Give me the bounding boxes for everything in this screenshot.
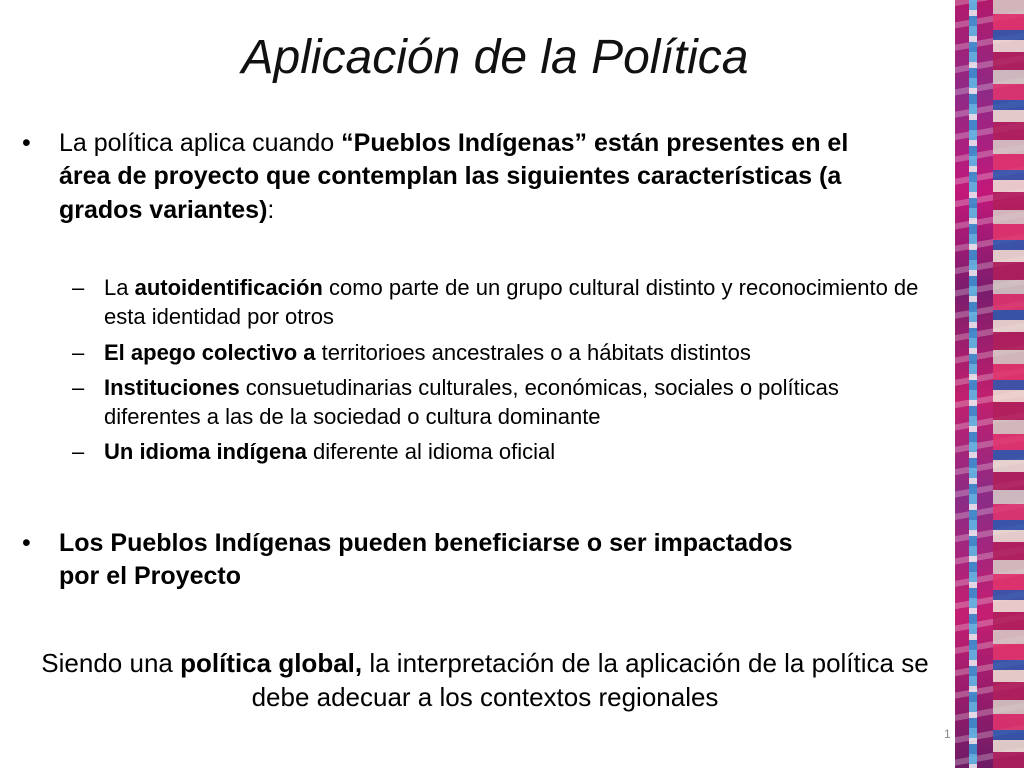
sub-bullet-plain: territorioes ancestrales o a hábitats distintos bbox=[315, 339, 751, 365]
sub-bullet-text bbox=[72, 437, 934, 466]
sub-bullet-marker: – bbox=[72, 275, 85, 300]
closing-plain: la interpretación de la aplicación de la política se debe adecuar a los contextos regionales bbox=[251, 648, 929, 713]
sub-bullet-plain: consuetudinarias culturales, económicas, sociales o políticas diferentes a las de la sociedad o cultura dominante bbox=[104, 374, 839, 429]
sub-bullet-text bbox=[72, 273, 934, 332]
page-number: 1 bbox=[944, 727, 951, 741]
bullet-text: Los Pueblos Indígenas pueden beneficiarse o ser impactados por el Proyecto bbox=[59, 529, 793, 591]
bullet-text bbox=[59, 127, 859, 227]
slide-title: Aplicación de la Política bbox=[241, 31, 749, 84]
sub-bullet-plain: como parte de un grupo cultural distinto y reconocimiento de esta identidad por otros bbox=[104, 275, 919, 330]
sub-bullet-plain: diferente al idioma oficial bbox=[306, 439, 556, 465]
sub-bullet-text bbox=[72, 338, 934, 367]
sub-bullet-institutions bbox=[72, 373, 952, 432]
closing-statement bbox=[20, 646, 950, 715]
sub-bullet-bold: autoidentificación bbox=[134, 275, 323, 300]
sub-bullet-list bbox=[72, 273, 952, 473]
bullet-text-bold: “Pueblos Indígenas” están presentes en el área de proyecto que contemplan las siguientes características (a grados variantes) bbox=[59, 129, 849, 224]
bullet-text-end: : bbox=[267, 195, 275, 224]
sub-bullet-plain: La bbox=[104, 275, 135, 300]
decorative-textile-image bbox=[955, 0, 1024, 768]
sub-bullet-bold: Un idioma indígena bbox=[104, 439, 307, 465]
bullet-marker: • bbox=[22, 129, 31, 157]
sub-bullet-marker: – bbox=[72, 439, 85, 465]
sub-bullet-indigenous-language bbox=[72, 437, 952, 466]
sub-bullet-bold: Instituciones bbox=[104, 374, 240, 400]
closing-plain: Siendo una bbox=[41, 648, 181, 678]
sub-bullet-bold: El apego colectivo a bbox=[104, 339, 316, 365]
sub-bullet-self-identification bbox=[72, 273, 952, 332]
bullet-text-plain: La política aplica cuando bbox=[59, 129, 342, 157]
closing-bold: política global, bbox=[180, 648, 363, 678]
bullet-marker: • bbox=[22, 529, 31, 557]
sub-bullet-text bbox=[72, 373, 934, 432]
sub-bullet-marker: – bbox=[72, 339, 85, 365]
sub-bullet-collective-attachment bbox=[72, 338, 952, 367]
sub-bullet-marker: – bbox=[72, 374, 85, 400]
